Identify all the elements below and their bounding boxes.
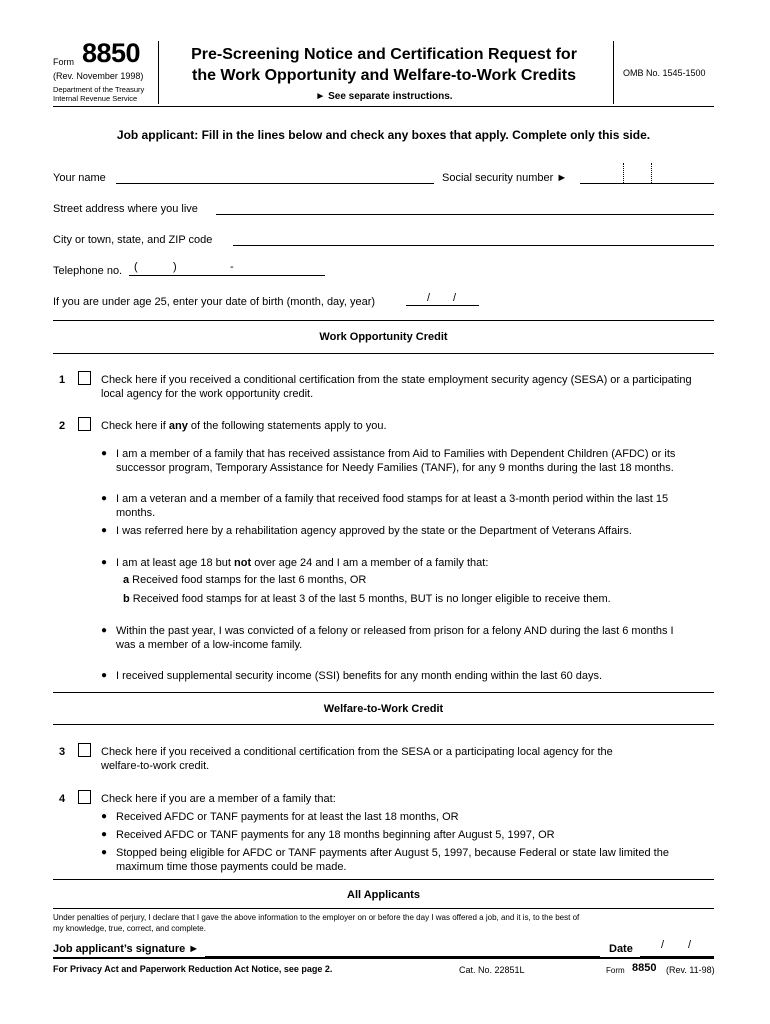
bullet-icon: ●	[101, 493, 108, 504]
woc-rule-bottom	[53, 353, 714, 354]
bullet-icon: ●	[101, 829, 108, 840]
title-line-1: Pre-Screening Notice and Certification Request for	[191, 46, 577, 63]
wtw-bullet-3-line1: Stopped being eligible for AFDC or TANF payments after August 5, 1997, because Federal or state law limited the	[116, 847, 669, 859]
header-divider-left	[158, 41, 159, 104]
item-1-text-line2: local agency for the work opportunity credit.	[101, 388, 314, 400]
signature-label: Job applicant’s signature ►	[53, 943, 200, 955]
privacy-notice: For Privacy Act and Paperwork Reduction Act Notice, see page 2.	[53, 964, 333, 974]
item-3-text-line1: Check here if you received a conditional certification from the SESA or a participating local agency for the	[101, 746, 613, 758]
date-separator-2: /	[688, 939, 692, 951]
woc-bullet-4-pre: I am at least age 18 but	[116, 557, 235, 569]
item-4-text: Check here if you are a member of a family that:	[101, 793, 336, 805]
item-3-checkbox[interactable]	[78, 743, 91, 757]
phone-dash: -	[230, 261, 234, 273]
item-2-text	[101, 419, 387, 434]
form-number: 8850	[82, 38, 141, 68]
agency: Internal Revenue Service	[53, 94, 138, 103]
phone-paren-close: )	[173, 261, 177, 273]
date-label: Date	[609, 943, 633, 955]
woc-bullet-3: I was referred here by a rehabilitation agency approved by the state or the Department of Veterans Affairs.	[116, 525, 632, 537]
item-4-checkbox[interactable]	[78, 790, 91, 804]
dob-field[interactable]	[406, 305, 479, 306]
woc-bullet-4a-letter: a	[123, 574, 130, 586]
woc-bullet-4	[116, 556, 488, 571]
intro-instruction: Job applicant: Fill in the lines below and check any boxes that apply. Complete only this side.	[116, 128, 651, 142]
wtw-rule-bottom	[53, 724, 714, 725]
name-field[interactable]	[116, 183, 434, 184]
woc-bullet-2-line2: months.	[116, 507, 156, 519]
street-field[interactable]	[216, 214, 714, 215]
perjury-text-line2: my knowledge, true, correct, and complete.	[53, 924, 206, 933]
item-2-text-post: of the following statements apply to you.	[187, 420, 387, 432]
dob-separator-1: /	[427, 292, 431, 304]
woc-bullet-4a	[123, 573, 366, 588]
item-1-checkbox[interactable]	[78, 371, 91, 385]
perjury-text-line1: Under penalties of perjury, I declare that I gave the above information to the employer on or before the day I was offered a job, and it is, to the best of	[53, 913, 580, 922]
dob-separator-2: /	[453, 292, 457, 304]
wtw-bullet-3-line2: maximum time those payments could be made.	[116, 861, 347, 873]
wtw-heading: Welfare-to-Work Credit	[323, 703, 444, 715]
woc-bullet-4a-text: Received food stamps for the last 6 months, OR	[129, 574, 367, 586]
bullet-icon: ●	[101, 811, 108, 822]
item-3-number: 3	[59, 746, 66, 758]
item-1-text-line1: Check here if you received a conditional certification from the state employment security agency (SESA) or a participating	[101, 374, 692, 386]
ssn-label: Social security number ►	[442, 172, 568, 184]
woc-bullet-4-post: over age 24 and I am a member of a family that:	[251, 557, 489, 569]
woc-bullet-4b	[123, 592, 611, 607]
woc-bullet-5-line2: was a member of a low-income family.	[116, 639, 303, 651]
street-label: Street address where you live	[53, 203, 198, 215]
bullet-icon: ●	[101, 525, 108, 536]
date-separator-1: /	[661, 939, 665, 951]
woc-bullet-1-line1: I am a member of a family that has received assistance from Aid to Families with Dependent Children (AFDC) or its	[116, 448, 676, 460]
woc-bullet-1-line2: successor program, Temporary Assistance for Needy Families (TANF), for any 9 months during the last 18 months.	[116, 462, 674, 474]
ssn-separator-1	[623, 163, 624, 183]
all-applicants-heading: All Applicants	[347, 889, 420, 901]
title-line-2: the Work Opportunity and Welfare-to-Work Credits	[191, 67, 577, 84]
city-state-zip-field[interactable]	[233, 245, 714, 246]
catalog-number: Cat. No. 22851L	[459, 965, 525, 975]
woc-rule-top	[53, 320, 714, 321]
woc-bullet-4b-letter: b	[123, 593, 130, 605]
dob-label: If you are under age 25, enter your date of birth (month, day, year)	[53, 296, 376, 308]
header-divider-right	[613, 41, 614, 104]
bullet-icon: ●	[101, 847, 108, 858]
phone-paren-open: (	[134, 261, 138, 273]
revision-date: (Rev. November 1998)	[53, 71, 144, 81]
footer-form-number: 8850	[632, 962, 657, 974]
bullet-icon: ●	[101, 670, 108, 681]
item-2-checkbox[interactable]	[78, 417, 91, 431]
woc-bullet-2-line1: I am a veteran and a member of a family that received food stamps for at least a 3-month period within the last 15	[116, 493, 669, 505]
bullet-icon: ●	[101, 448, 108, 459]
woc-bullet-5-line1: Within the past year, I was convicted of a felony or released from prison for a felony AND during the last 6 months I	[116, 625, 674, 637]
name-label: Your name	[53, 172, 106, 184]
item-2-text-bold: any	[168, 420, 188, 432]
item-3-text-line2: welfare-to-work credit.	[101, 760, 210, 772]
omb-number: OMB No. 1545-1500	[623, 68, 706, 78]
form-title	[162, 44, 606, 86]
woc-bullet-4b-text: Received food stamps for at least 3 of the last 5 months, BUT is no longer eligible to receive them.	[129, 593, 611, 605]
footer-revision: (Rev. 11-98)	[666, 965, 715, 975]
see-instructions: ► See separate instructions.	[315, 91, 453, 102]
all-rule-top	[53, 879, 714, 880]
item-2-number: 2	[59, 420, 66, 432]
wtw-bullet-2: Received AFDC or TANF payments for any 18 months beginning after August 5, 1997, OR	[116, 829, 555, 841]
phone-field[interactable]	[129, 275, 325, 276]
item-4-number: 4	[59, 793, 66, 805]
ssn-field[interactable]	[580, 183, 714, 184]
ssn-separator-2	[651, 163, 652, 183]
item-1-number: 1	[59, 374, 66, 386]
woc-bullet-6: I received supplemental security income (SSI) benefits for any month ending within the last 60 days.	[116, 670, 603, 682]
form-label: Form	[53, 57, 74, 67]
wtw-bullet-1: Received AFDC or TANF payments for at least the last 18 months, OR	[116, 811, 459, 823]
bullet-icon: ●	[101, 557, 108, 568]
woc-heading: Work Opportunity Credit	[319, 331, 448, 343]
item-2-text-pre: Check here if	[101, 420, 169, 432]
department: Department of the Treasury	[53, 85, 145, 94]
all-rule-bottom	[53, 908, 714, 909]
wtw-rule-top	[53, 692, 714, 693]
woc-bullet-4-bold: not	[234, 557, 252, 569]
header-rule	[53, 106, 714, 107]
city-label: City or town, state, and ZIP code	[53, 234, 213, 246]
bullet-icon: ●	[101, 625, 108, 636]
phone-label: Telephone no.	[53, 265, 123, 277]
footer-rule	[53, 957, 714, 959]
footer-form-label: Form	[606, 966, 625, 975]
